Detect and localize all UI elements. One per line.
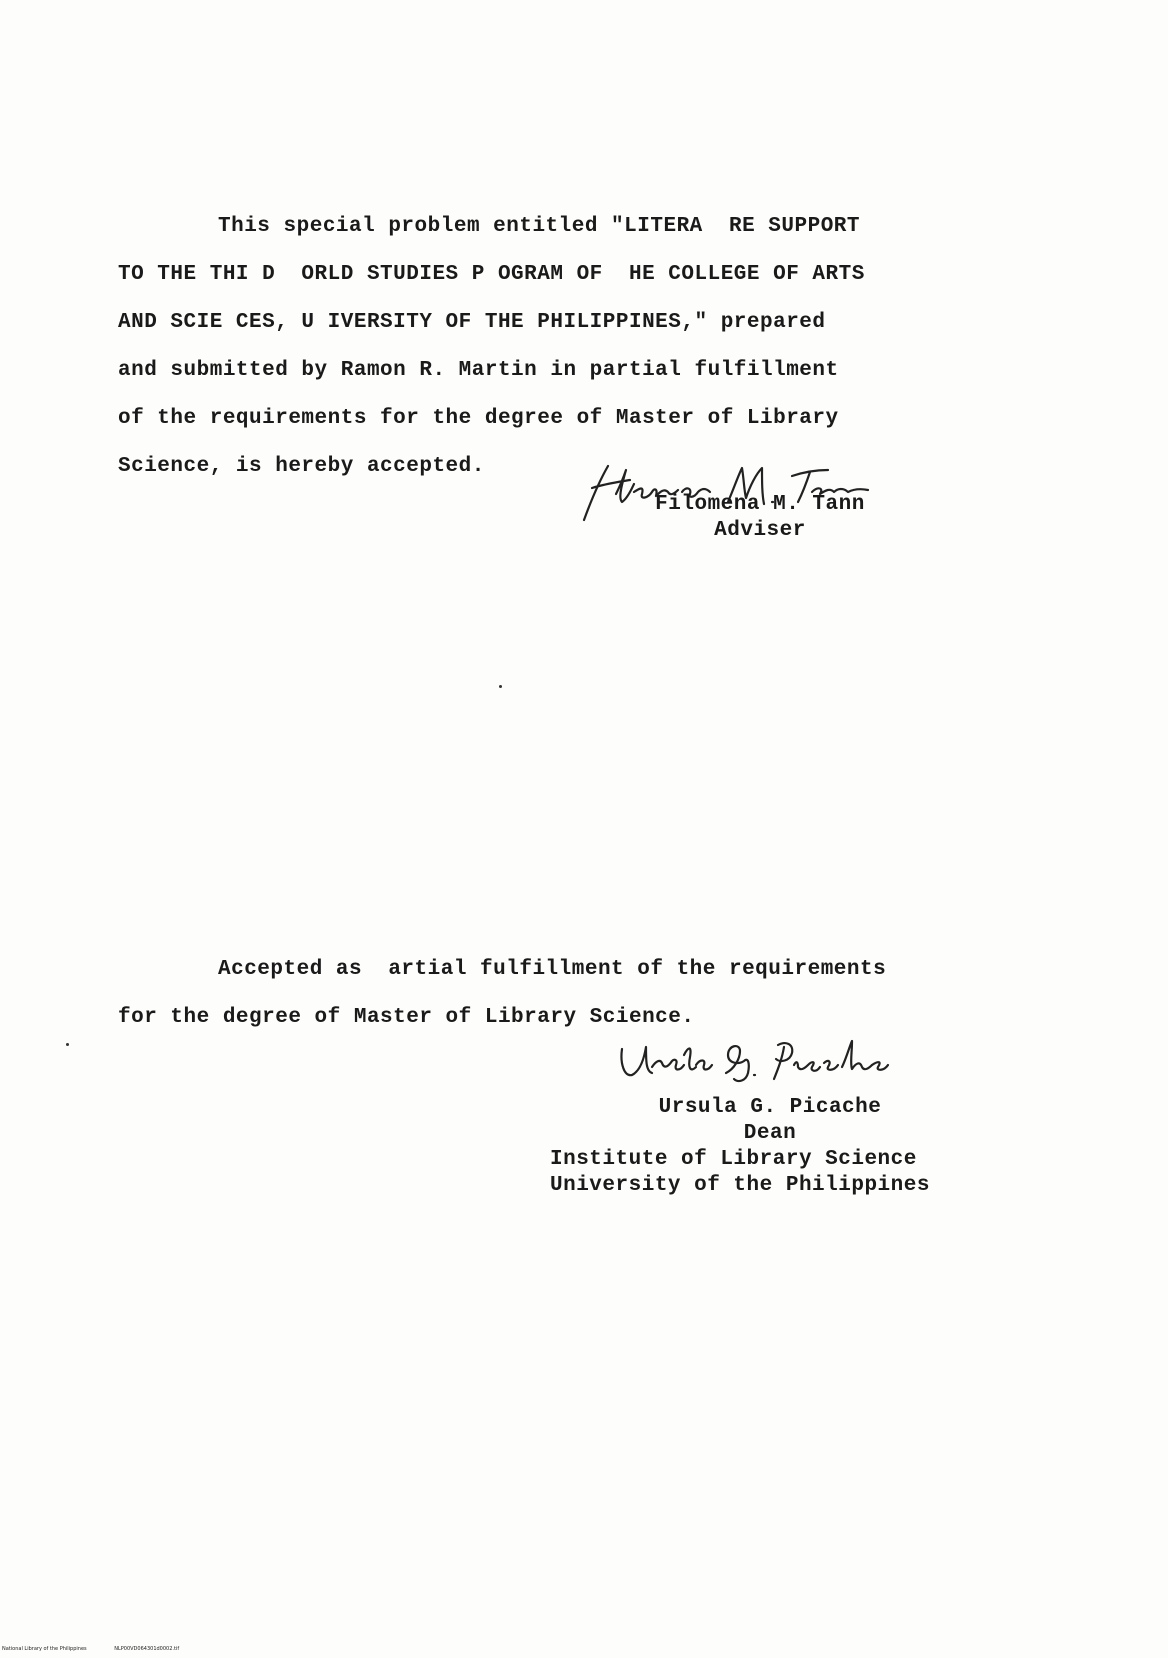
text-line: TO THE THI D ORLD STUDIES P OGRAM OF HE COLLEGE OF ARTS <box>118 263 865 286</box>
text-line: Accepted as artial fulfillment of the requirements <box>218 958 887 981</box>
footer-library: National Library of the Philippines <box>2 1646 87 1652</box>
adviser-title: Adviser <box>714 519 806 542</box>
dean-title: Dean <box>743 1122 797 1145</box>
text-line: for the degree of Master of Library Science. <box>118 1006 695 1029</box>
dean-name: Ursula G. Picache <box>658 1096 882 1119</box>
text-line: AND SCIE CES, U IVERSITY OF THE PHILIPPINES," prepared <box>118 311 826 334</box>
text-line: of the requirements for the degree of Master of Library <box>118 407 839 430</box>
dean-university: University of the Philippines <box>550 1174 930 1197</box>
text-line: Science, is hereby accepted. <box>118 455 485 478</box>
dean-signature <box>616 1033 896 1093</box>
scan-speck <box>499 685 502 688</box>
dean-signature-block <box>550 1095 990 1199</box>
adviser-name: Filomena M. Tann <box>655 493 865 516</box>
scan-speck <box>66 1043 69 1046</box>
dean-paragraph <box>118 946 886 1042</box>
dean-institute: Institute of Library Science <box>550 1148 917 1171</box>
adviser-signature-block <box>600 492 920 544</box>
scan-footer <box>2 1646 205 1652</box>
footer-file: NLP00VD064301d0002.tif <box>114 1646 180 1652</box>
acceptance-paragraph <box>118 203 865 491</box>
text-line: This special problem entitled "LITERA RE SUPPORT <box>218 215 861 238</box>
text-line: and submitted by Ramon R. Martin in partial fulfillment <box>118 359 839 382</box>
